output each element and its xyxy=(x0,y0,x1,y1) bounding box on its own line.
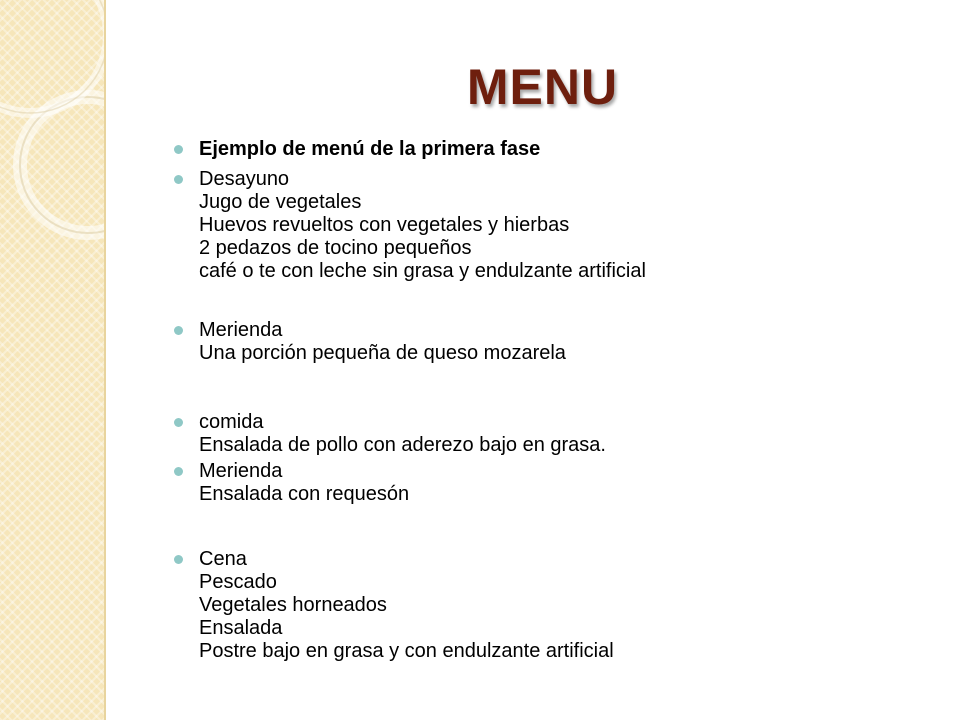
list-item xyxy=(176,460,409,506)
bullet-icon xyxy=(174,326,183,335)
meal-name: Desayuno xyxy=(199,168,290,190)
list-item xyxy=(176,319,566,365)
meal-line: Huevos revueltos con vegetales y hierbas xyxy=(199,214,570,236)
meal-line: 2 pedazos de tocino pequeños xyxy=(199,237,472,259)
list-item xyxy=(176,168,646,283)
meal-line: Ensalada de pollo con aderezo bajo en grasa. xyxy=(199,434,606,456)
bullet-icon xyxy=(174,555,183,564)
bullet-icon xyxy=(174,145,183,154)
menu-heading: Ejemplo de menú de la primera fase xyxy=(199,138,541,160)
bullet-icon xyxy=(174,467,183,476)
meal-line: café o te con leche sin grasa y endulzante artificial xyxy=(199,260,646,282)
meal-line: Pescado xyxy=(199,571,277,593)
list-item xyxy=(176,138,540,161)
slide-title: MENU xyxy=(466,59,619,115)
meal-line: Ensalada xyxy=(199,617,283,639)
meal-name: Cena xyxy=(199,548,247,570)
meal-line: Jugo de vegetales xyxy=(199,191,362,213)
meal-name: Merienda xyxy=(199,460,283,482)
meal-line: Postre bajo en grasa y con endulzante artificial xyxy=(199,640,614,662)
list-item xyxy=(176,411,606,457)
meal-name: comida xyxy=(199,411,264,433)
list-item xyxy=(176,548,614,663)
meal-line: Ensalada con requesón xyxy=(199,483,410,505)
meal-name: Merienda xyxy=(199,319,283,341)
meal-line: Una porción pequeña de queso mozarela xyxy=(199,342,566,364)
bullet-icon xyxy=(174,418,183,427)
meal-line: Vegetales horneados xyxy=(199,594,387,616)
bullet-icon xyxy=(174,175,183,184)
